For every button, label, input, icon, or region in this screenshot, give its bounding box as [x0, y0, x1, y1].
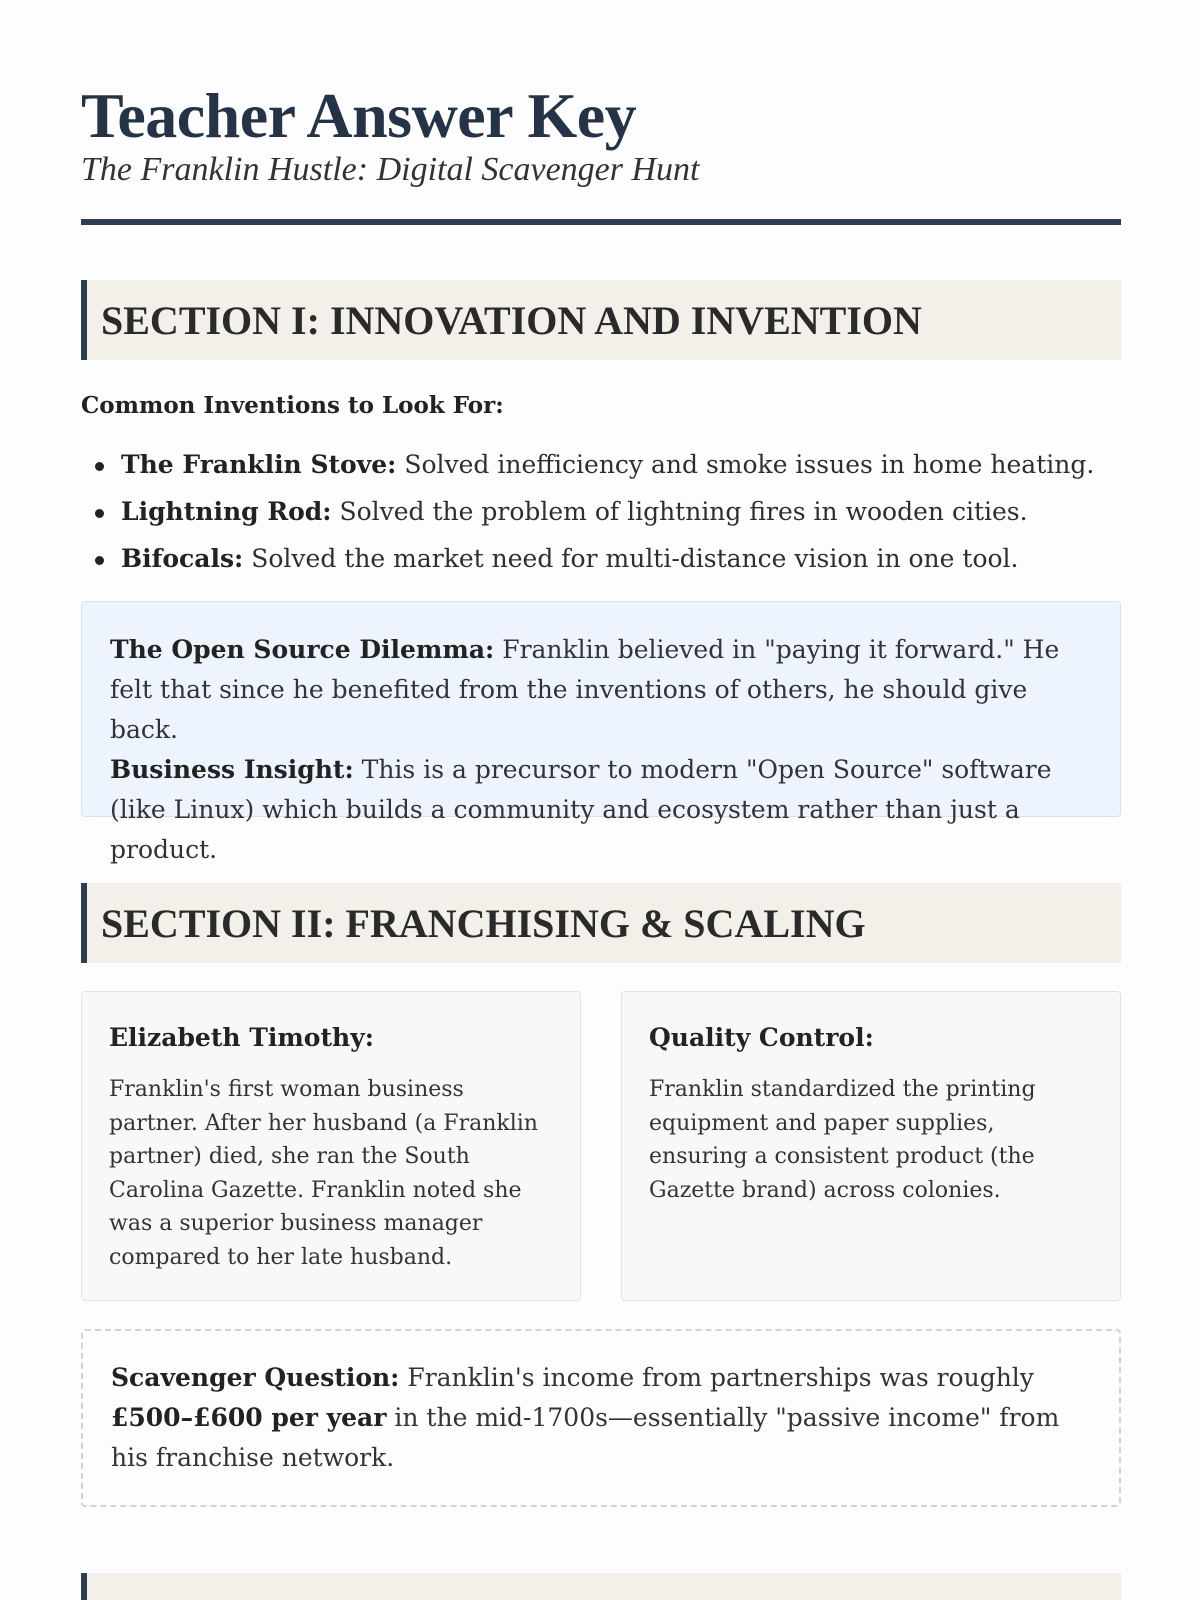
- callout-label: The Open Source Dilemma:: [110, 635, 495, 664]
- page-subtitle: The Franklin Hustle: Digital Scavenger Hunt: [81, 151, 700, 188]
- card-body: Franklin's first woman business partner. After her husband (a Franklin partner) died, she ran the South Carolina Gazette. Franklin noted she was a superior business manager compared to her late husband.: [109, 1077, 538, 1270]
- callout-text: This is a precursor to modern "Open Source" software (like Linux) which builds a community and ecosystem rather than just a product.: [110, 755, 1052, 864]
- card-title: Quality Control:: [649, 1023, 874, 1052]
- question-label: Scavenger Question:: [111, 1363, 400, 1392]
- section-1-header: SECTION I: INNOVATION AND INVENTION: [81, 280, 1121, 360]
- question-text: Franklin's income from partnerships was roughly: [407, 1363, 1034, 1392]
- question-text: in the mid-1700s—essentially "passive income" from his franchise network.: [111, 1403, 1060, 1472]
- open-source-callout: [81, 601, 1121, 864]
- callout-text: Franklin believed in "paying it forward." He felt that since he benefited from the inventions of others, he should give back.: [110, 635, 1060, 744]
- scavenger-question-box: [81, 1329, 1121, 1507]
- elizabeth-timothy-card: [81, 991, 581, 1301]
- quality-control-card: [621, 991, 1121, 1301]
- invention-desc: Solved the market need for multi-distance vision in one tool.: [251, 544, 1019, 573]
- list-item: [121, 488, 1161, 535]
- page-title: Teacher Answer Key: [81, 80, 637, 151]
- invention-desc: Solved the problem of lightning fires in wooden cities.: [339, 497, 1028, 526]
- list-item: [121, 441, 1161, 488]
- inventions-heading: Common Inventions to Look For:: [81, 392, 504, 419]
- header-divider: [81, 219, 1121, 225]
- invention-name: Lightning Rod:: [121, 497, 332, 526]
- invention-desc: Solved inefficiency and smoke issues in home heating.: [404, 450, 1095, 479]
- section-3-header: [81, 1573, 1121, 1600]
- income-amount: £500–£600 per year: [111, 1403, 387, 1432]
- card-body: Franklin standardized the printing equipment and paper supplies, ensuring a consistent product (the Gazette brand) across colonies.: [649, 1077, 1036, 1203]
- callout-label: Business Insight:: [110, 755, 354, 784]
- section-2-header: SECTION II: FRANCHISING & SCALING: [81, 883, 1121, 963]
- invention-name: Bifocals:: [121, 544, 244, 573]
- invention-name: The Franklin Stove:: [121, 450, 397, 479]
- card-title: Elizabeth Timothy:: [109, 1023, 374, 1052]
- inventions-list: [81, 441, 1161, 582]
- list-item: [121, 535, 1161, 582]
